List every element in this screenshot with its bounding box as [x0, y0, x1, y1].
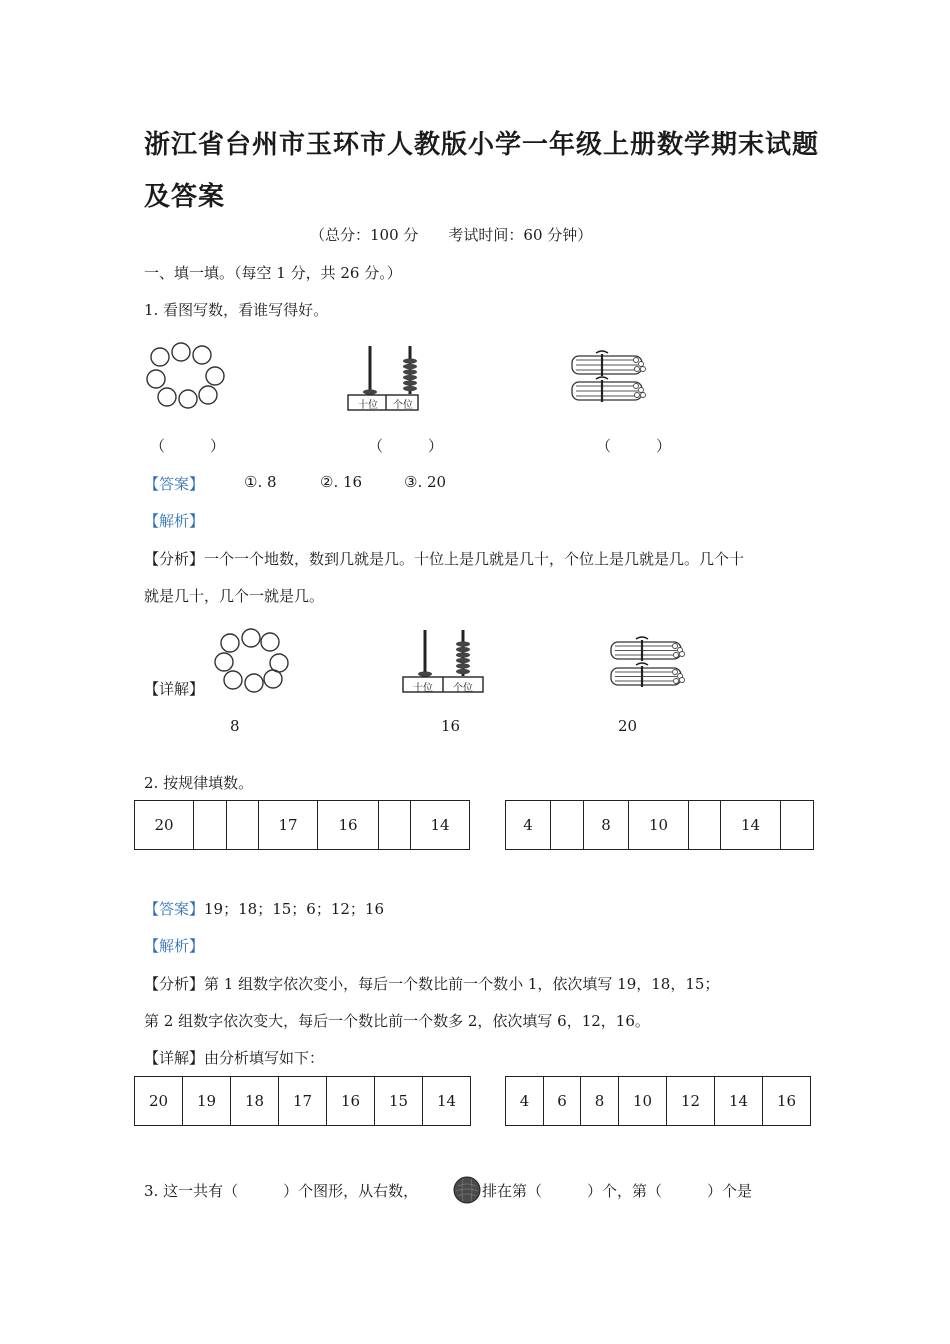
q1-detail-tag: 【详解】 [144, 680, 205, 698]
q1-answer-1: ①. 8 [244, 473, 277, 491]
dark-ball-icon [453, 1176, 481, 1204]
seq-a-cell [194, 801, 227, 850]
q1-analysis-tag: 【解析】 [144, 512, 205, 530]
filled-table-a [134, 1076, 471, 1126]
filled-table-b [505, 1076, 811, 1126]
seq-b-cell: 10 [629, 801, 689, 850]
detail-abacus-ones-label: 个位 [453, 683, 473, 694]
filled-b-cell: 6 [544, 1077, 581, 1126]
q2-detail-line: 【详解】由分析填写如下： [144, 1049, 325, 1067]
filled-b-cell: 12 [667, 1077, 715, 1126]
section-1-heading: 一、填一填。（每空 1 分，共 26 分。） [144, 264, 402, 282]
seq-a-cell [379, 801, 411, 850]
doc-title-line2: 及答案 [144, 182, 226, 212]
q2-prompt: 2. 按规律填数。 [144, 774, 254, 792]
filled-b-cell: 8 [581, 1077, 619, 1126]
abacus-ones-label: 个位 [393, 400, 413, 411]
q2-analysis-line1: 【分析】第 1 组数字依次变小，每后一个数比前一个数小 1，依次填写 19，18，15； [144, 975, 720, 993]
doc-title-line1: 浙江省台州市玉环市人教版小学一年级上册数学期末试题 [144, 130, 820, 160]
sequence-table-b [505, 800, 814, 850]
q1-analysis-line1: 【分析】一个一个地数，数到几就是几。十位上是几就是几十，个位上是几就是几。几个十 [144, 550, 745, 568]
q2-analysis-tag: 【解析】 [144, 937, 205, 955]
seq-a-cell: 14 [411, 801, 470, 850]
seq-b-cell [689, 801, 721, 850]
q2-answer-text: 19；18；15；6；12；16 [204, 900, 384, 918]
seq-b-cell: 4 [506, 801, 551, 850]
q1-detail-value-3: 20 [618, 717, 638, 735]
seq-a-cell: 20 [135, 801, 194, 850]
q1-blank-3: （ ） [596, 437, 672, 455]
q1-blank-2: （ ） [368, 437, 444, 455]
filled-b-cell: 16 [763, 1077, 811, 1126]
filled-a-cell: 17 [279, 1077, 327, 1126]
filled-a-cell: 18 [231, 1077, 279, 1126]
filled-b-cell: 4 [506, 1077, 544, 1126]
seq-a-cell: 16 [318, 801, 379, 850]
stick-bundles-figure [566, 352, 650, 410]
detail-stick-bundles-figure [606, 638, 688, 694]
filled-a-cell: 20 [135, 1077, 183, 1126]
seq-b-cell [551, 801, 584, 850]
filled-b-cell: 14 [715, 1077, 763, 1126]
seq-b-cell: 8 [584, 801, 629, 850]
seq-a-cell [227, 801, 259, 850]
q2-analysis-line2: 第 2 组数字依次变大，每后一个数比前一个数多 2，依次填写 6，12，16。 [144, 1012, 650, 1030]
detail-circles-figure [210, 626, 290, 692]
q2-answer-tag: 【答案】 [144, 900, 205, 918]
abacus-tens-label: 十位 [358, 400, 378, 411]
q3-text-part1: 3. 这一共有（ ）个图形，从右数， [144, 1182, 419, 1200]
q1-detail-value-2: 16 [441, 717, 461, 735]
detail-abacus-tens-label: 十位 [413, 683, 433, 694]
q1-analysis-line2: 就是几十，几个一就是几。 [144, 587, 325, 605]
seq-b-cell [781, 801, 814, 850]
filled-a-cell: 19 [183, 1077, 231, 1126]
filled-b-cell: 10 [619, 1077, 667, 1126]
doc-subtitle: （总分：100 分 考试时间：60 分钟） [310, 226, 593, 244]
q1-answer-2: ②. 16 [320, 473, 363, 491]
q1-answer-tag: 【答案】 [144, 475, 205, 493]
q1-blank-1: （ ） [150, 437, 226, 455]
seq-a-cell: 17 [259, 801, 318, 850]
q1-detail-value-1: 8 [230, 717, 240, 735]
filled-a-cell: 14 [423, 1077, 471, 1126]
seq-b-cell: 14 [721, 801, 781, 850]
sequence-table-a [134, 800, 470, 850]
q1-prompt: 1. 看图写数，看谁写得好。 [144, 301, 329, 319]
q3-text-part2: 排在第（ ）个，第（ ）个是 [482, 1182, 753, 1200]
q1-answer-3: ③. 20 [404, 473, 447, 491]
circles-figure [144, 340, 228, 410]
filled-a-cell: 15 [375, 1077, 423, 1126]
filled-a-cell: 16 [327, 1077, 375, 1126]
